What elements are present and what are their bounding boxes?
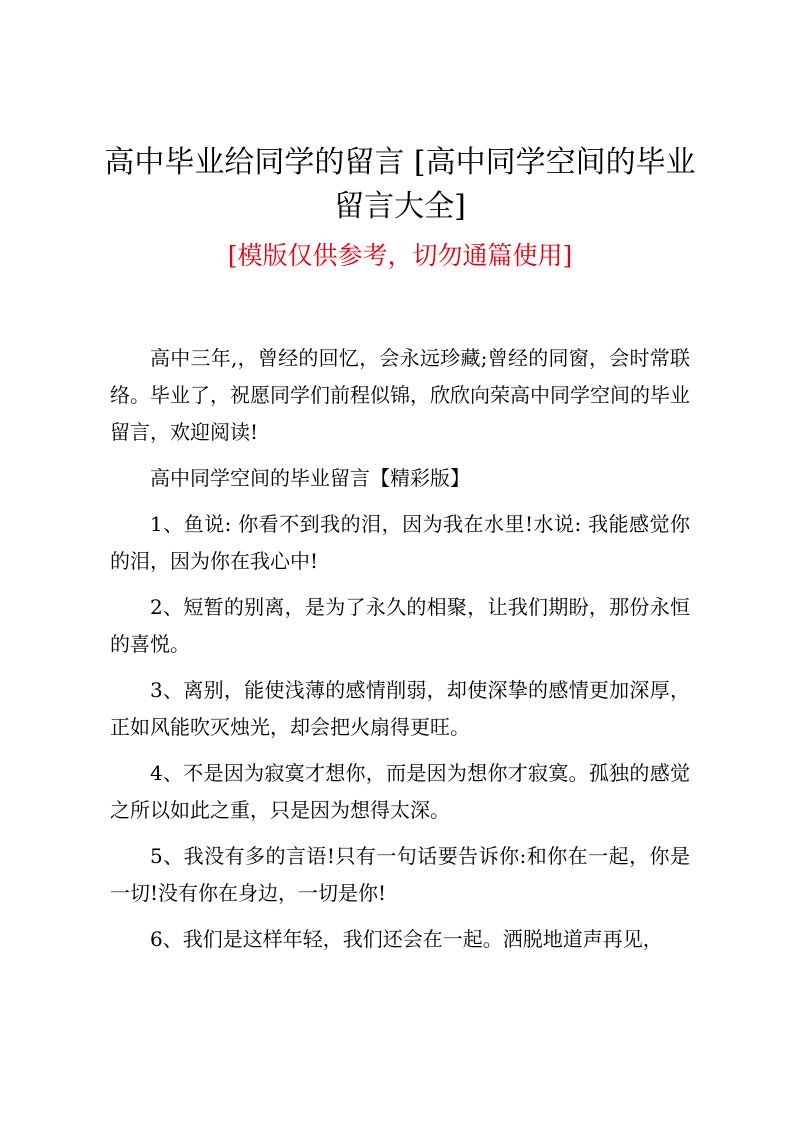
message-item-4: 4、不是因为寂寞才想你，而是因为想你才寂寞。孤独的感觉之所以如此之重，只是因为想得太深。 <box>110 761 690 822</box>
document-body <box>110 340 690 967</box>
message-item-5: 5、我没有多的言语!只有一句话要告诉你:和你在一起，你是一切!没有你在身边，一切是你! <box>110 844 690 905</box>
section-heading: 高中同学空间的毕业留言【精彩版】 <box>150 466 470 490</box>
message-item-6: 6、我们是这样年轻，我们还会在一起。洒脱地道声再见， <box>150 927 663 951</box>
message-item-1: 1、鱼说: 你看不到我的泪，因为我在水里!水说: 我能感觉你的泪，因为你在我心中! <box>110 512 690 573</box>
message-item-2: 2、短暂的别离，是为了永久的相聚，让我们期盼，那份永恒的喜悦。 <box>110 595 690 656</box>
document-title-line-1: 高中毕业给同学的留言 [高中同学空间的毕业 <box>104 145 696 180</box>
template-notice: [模版仅供参考，切勿通篇使用] <box>227 241 573 270</box>
document-title-line-2: 留言大全] <box>334 189 466 224</box>
intro-paragraph: 高中三年,，曾经的回忆，会永远珍藏;曾经的同窗，会时常联络。毕业了，祝愿同学们前程似锦，欣欣向荣高中同学空间的毕业留言，欢迎阅读! <box>110 346 690 444</box>
message-item-3: 3、离别，能使浅薄的感情削弱，却使深挚的感情更加深厚，正如风能吹灭烛光，却会把火扇得更旺。 <box>110 678 690 739</box>
